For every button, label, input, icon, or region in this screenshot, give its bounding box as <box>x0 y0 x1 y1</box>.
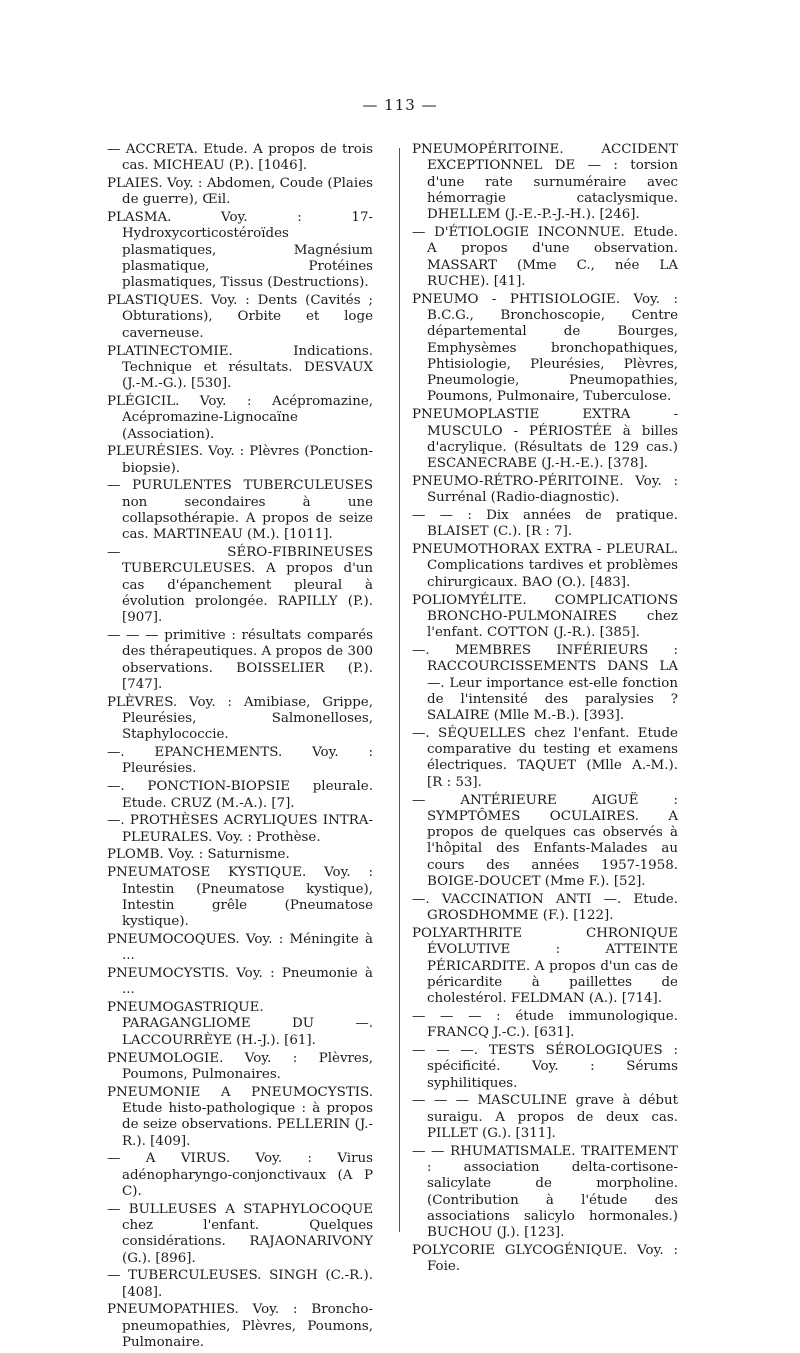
index-entry: PLÉGICIL. Voy. : Acépromazine, Acépromazine-Lignocaïne (Association). <box>107 393 373 442</box>
index-entry: — — RHUMATISMALE. TRAITEMENT : association delta-cortisone-salicylate de morpholine. (Contribution à l'étude des associations salicylo hormonales.) BUCHOU (J.). [123]. <box>412 1143 678 1241</box>
index-entry: POLYARTHRITE CHRONIQUE ÉVOLUTIVE : ATTEINTE PÉRICARDITE. A propos d'un cas de péricardite à paillettes de cholestérol. FELDMAN (A.). [714]. <box>412 925 678 1007</box>
index-entry: — — — MASCULINE grave à début suraigu. A propos de deux cas. PILLET (G.). [311]. <box>412 1093 678 1142</box>
index-entry: — A VIRUS. Voy. : Virus adénopharyngo-conjonctivaux (A P C). <box>107 1151 373 1199</box>
index-entry: — PURULENTES TUBERCULEUSES non secondaires à une collapsothérapie. A propos de seize cas. MARTINEAU (M.). [1011]. <box>107 478 373 543</box>
index-entry: — — — primitive : résultats comparés des thérapeutiques. A propos de 300 observations. BOISSELIER (P.). [747]. <box>107 628 373 692</box>
index-entry: —. PROTHÈSES ACRYLIQUES INTRA-PLEURALES. Voy. : Prothèse. <box>107 813 373 845</box>
index-entry: PNEUMONIE A PNEUMOCYSTIS. Etude histo-pathologique : à propos de seize observations. PELLERIN (J.-R.). [409]. <box>107 1084 373 1149</box>
index-entry: PLATINECTOMIE. Indications. Technique et résultats. DESVAUX (J.-M.-G.). [530]. <box>107 343 373 392</box>
index-entry: — — — : étude immunologique. FRANCQ J.-C.). [631]. <box>412 1008 678 1041</box>
index-entry: — BULLEUSES A STAPHYLOCOQUE chez l'enfant. Quelques considérations. RAJAONARIVONY (G.). [896]. <box>107 1201 373 1266</box>
index-entry: —. PONCTION-BIOPSIE pleurale. Etude. CRUZ (M.-A.). [7]. <box>107 779 373 811</box>
index-entry: — TUBERCULEUSES. SINGH (C.-R.). [408]. <box>107 1268 373 1300</box>
page-number: — 113 — <box>362 96 438 114</box>
index-entry: PNEUMOPLASTIE EXTRA - MUSCULO - PÉRIOSTÉE à billes d'acrylique. (Résultats de 129 cas.) ESCANECRABE (J.-H.-E.). [378]. <box>412 407 678 472</box>
index-entry: PNEUMATOSE KYSTIQUE. Voy. : Intestin (Pneumatose kystique), Intestin grêle (Pneumatose kystique). <box>107 865 373 930</box>
left-column <box>107 142 373 1353</box>
index-entry: PLEURÉSIES. Voy. : Plèvres (Ponction-biopsie). <box>107 444 373 476</box>
index-entry: PLÈVRES. Voy. : Amibiase, Grippe, Pleurésies, Salmonelloses, Staphylococcie. <box>107 694 373 743</box>
index-entry: PNEUMOPATHIES. Voy. : Broncho-pneumopathies, Plèvres, Poumons, Pulmonaire. <box>107 1302 373 1351</box>
index-entry: — SÉRO-FIBRINEUSES TUBERCULEUSES. A propos d'un cas d'épanchement pleural à évolution prolongée. RAPILLY (P.). [907]. <box>107 545 373 626</box>
index-entry: —. SÉQUELLES chez l'enfant. Etude comparative du testing et examens électriques. TAQUET (Mlle A.-M.). [R : 53]. <box>412 725 678 790</box>
index-entry: PNEUMOTHORAX EXTRA - PLEURAL. Complications tardives et problèmes chirurgicaux. BAO (O.). [483]. <box>412 542 678 590</box>
index-entry: PNEUMOGASTRIQUE. PARAGANGLIOME DU —. LACCOURRÈYE (H.-J.). [61]. <box>107 1000 373 1048</box>
index-entry: PNEUMO - PHTISIOLOGIE. Voy. : B.C.G., Bronchoscopie, Centre départemental de Bourges, Emphysèmes bronchopathiques, Phtisiologie, Pleurésies, Plèvres, Pneumologie, Pneumopathies, Poumons, Pulmonaire, Tuberculose. <box>412 291 678 405</box>
index-entry: PNEUMO-RÉTRO-PÉRITOINE. Voy. : Surrénal (Radio-diagnostic). <box>412 473 678 506</box>
index-entry: — ANTÉRIEURE AIGUË : SYMPTÔMES OCULAIRES. A propos de quelques cas observés à l'hôpital des Enfants-Malades au cours des années 1957-1958. BOIGE-DOUCET (Mme F.). [52]. <box>412 792 678 890</box>
index-entry: POLYCORIE GLYCOGÉNIQUE. Voy. : Foie. <box>412 1243 678 1275</box>
index-entry: — ACCRETA. Etude. A propos de trois cas. MICHEAU (P.). [1046]. <box>107 142 373 174</box>
index-entry: — — : Dix années de pratique. BLAISET (C.). [R : 7]. <box>412 508 678 540</box>
index-entry: POLIOMYÉLITE. COMPLICATIONS BRONCHO-PULMONAIRES chez l'enfant. COTTON (J.-R.). [385]. <box>412 592 678 641</box>
index-entry: PLASTIQUES. Voy. : Dents (Cavités ; Obturations), Orbite et loge caverneuse. <box>107 293 373 341</box>
right-column <box>412 142 678 1277</box>
index-entry: —. MEMBRES INFÉRIEURS : RACCOURCISSEMENTS DANS LA —. Leur importance est-elle fonction de l'intensité des paralysies ? SALAIRE (Mlle M.-B.). [393]. <box>412 642 678 724</box>
index-entry: PNEUMOCOQUES. Voy. : Méningite à ... <box>107 931 373 964</box>
index-entry: PLASMA. Voy. : 17-Hydroxycorticostéroïdes plasmatiques, Magnésium plasmatique, Protéines plasmatiques, Tissus (Destructions). <box>107 210 373 291</box>
index-entry: PLAIES. Voy. : Abdomen, Coude (Plaies de guerre), Œil. <box>107 176 373 208</box>
index-entry: PLOMB. Voy. : Saturnisme. <box>107 847 290 863</box>
index-entry: — D'ÉTIOLOGIE INCONNUE. Etude. A propos d'une observation. MASSART (Mme C., née LA RUCHE). [41]. <box>412 224 678 289</box>
index-entry: —. VACCINATION ANTI —. Etude. GROSDHOMME (F.). [122]. <box>412 891 678 924</box>
index-entry: PNEUMOLOGIE. Voy. : Plèvres, Poumons, Pulmonaires. <box>107 1050 373 1082</box>
index-entry: —. EPANCHEMENTS. Voy. : Pleurésies. <box>107 745 373 777</box>
index-entry: PNEUMOPÉRITOINE. ACCIDENT EXCEPTIONNEL DE — : torsion d'une rate surnuméraire avec hémorragie cataclysmique. DHELLEM (J.-E.-P.-J.-H.). [246]. <box>412 142 678 223</box>
column-divider <box>399 148 400 1232</box>
index-entry: — — —. TESTS SÉROLOGIQUES : spécificité. Voy. : Sérums syphilitiques. <box>412 1043 678 1091</box>
index-entry: PNEUMOCYSTIS. Voy. : Pneumonie à ... <box>107 966 373 998</box>
